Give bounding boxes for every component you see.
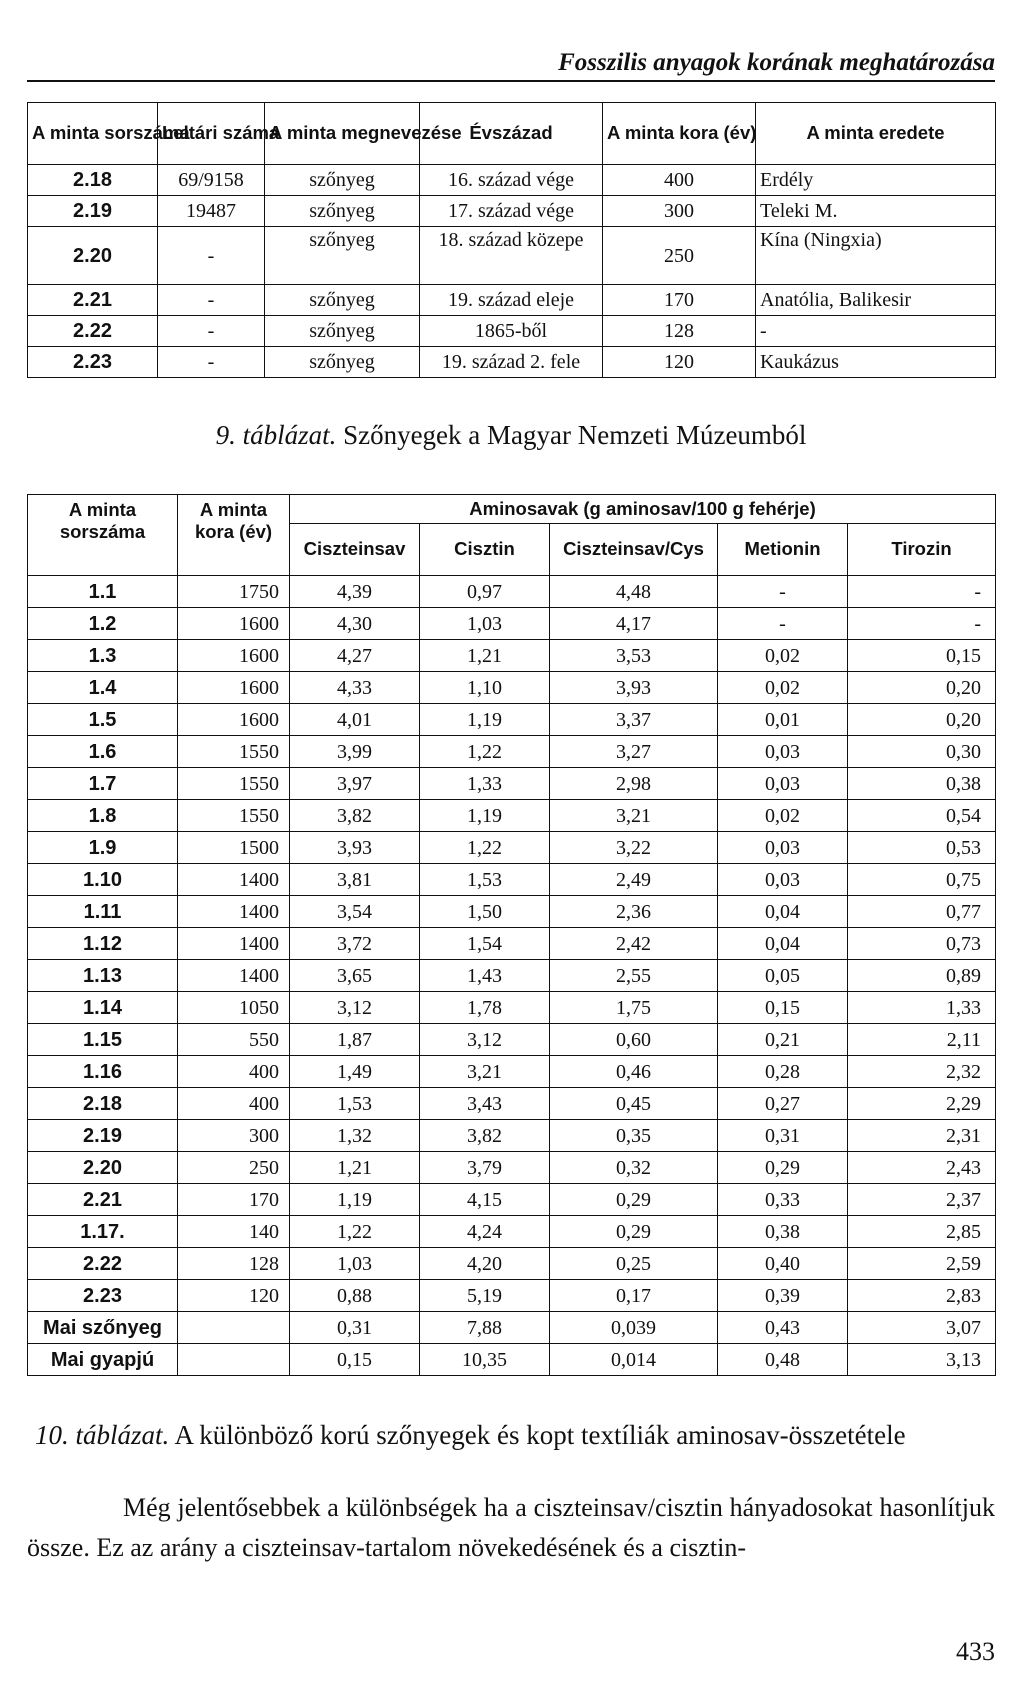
table-cell: 3,21 <box>420 1056 550 1088</box>
table-cell: 4,17 <box>550 608 718 640</box>
table-cell: 1,33 <box>420 768 550 800</box>
table-10-subheader: Tirozin <box>848 524 996 576</box>
table-cell: 1400 <box>178 896 290 928</box>
table-row <box>28 704 996 736</box>
table-10-header-group: Aminosavak (g aminosav/100 g fehérje) <box>290 495 996 524</box>
table-cell: 0,89 <box>848 960 996 992</box>
table-cell: 4,30 <box>290 608 420 640</box>
table-cell: szőnyeg <box>265 347 420 378</box>
table-cell: 0,28 <box>718 1056 848 1088</box>
running-head-title: Fosszilis anyagok korának meghatározása <box>558 49 995 76</box>
table-cell: 1,53 <box>420 864 550 896</box>
table-cell: 0,77 <box>848 896 996 928</box>
table-cell: 0,02 <box>718 800 848 832</box>
table-cell: - <box>718 608 848 640</box>
table-cell: 0,03 <box>718 832 848 864</box>
table-cell: 3,82 <box>290 800 420 832</box>
table-cell: 2,59 <box>848 1248 996 1280</box>
table-cell: 120 <box>178 1280 290 1312</box>
table-cell: 1,75 <box>550 992 718 1024</box>
table-cell: 1,32 <box>290 1120 420 1152</box>
table-cell: 0,60 <box>550 1024 718 1056</box>
table-cell: 0,30 <box>848 736 996 768</box>
table-row <box>28 800 996 832</box>
table-9-header: Leltári száma <box>158 103 265 165</box>
table-cell: Erdély <box>756 165 996 196</box>
table-cell: 1550 <box>178 736 290 768</box>
table-cell: Teleki M. <box>756 196 996 227</box>
table-cell: 2,98 <box>550 768 718 800</box>
table-cell: 0,38 <box>848 768 996 800</box>
table-cell: 0,45 <box>550 1088 718 1120</box>
table-cell: 1.8 <box>28 800 178 832</box>
table-cell: 2,49 <box>550 864 718 896</box>
table-cell: 300 <box>603 196 756 227</box>
table-row <box>28 608 996 640</box>
table-10-subheader: Ciszteinsav <box>290 524 420 576</box>
table-cell: 400 <box>603 165 756 196</box>
table-row <box>28 347 996 378</box>
table-cell: 69/9158 <box>158 165 265 196</box>
table-cell: 3,65 <box>290 960 420 992</box>
table-cell: 2.19 <box>28 196 158 227</box>
table-cell: 1,33 <box>848 992 996 1024</box>
table-cell: 0,27 <box>718 1088 848 1120</box>
table-10 <box>27 494 996 1376</box>
table-row <box>28 1280 996 1312</box>
table-cell: 1.3 <box>28 640 178 672</box>
table-cell: 1,21 <box>290 1152 420 1184</box>
table-9-header: A minta eredete <box>756 103 996 165</box>
table-9-header: Évszázad <box>420 103 603 165</box>
table-cell: 0,31 <box>290 1312 420 1344</box>
table-row <box>28 768 996 800</box>
table-cell: 550 <box>178 1024 290 1056</box>
table-9-caption-text: Szőnyegek a Magyar Nemzeti Múzeumból <box>336 420 807 450</box>
table-9-header: A minta sorszáma <box>28 103 158 165</box>
table-row <box>28 1120 996 1152</box>
table-10-header-row <box>28 495 996 524</box>
table-cell: 0,03 <box>718 736 848 768</box>
table-cell: 0,31 <box>718 1120 848 1152</box>
table-cell: 3,13 <box>848 1344 996 1376</box>
table-cell: 2.22 <box>28 1248 178 1280</box>
table-cell: 2.20 <box>28 227 158 285</box>
table-cell: 17. század vége <box>420 196 603 227</box>
table-9-caption <box>27 420 995 451</box>
table-cell: Mai gyapjú <box>28 1344 178 1376</box>
table-cell: 1.14 <box>28 992 178 1024</box>
table-cell: 0,54 <box>848 800 996 832</box>
table-cell: 1.4 <box>28 672 178 704</box>
table-row <box>28 832 996 864</box>
table-cell: 10,35 <box>420 1344 550 1376</box>
table-cell: 250 <box>603 227 756 285</box>
table-cell: 4,15 <box>420 1184 550 1216</box>
table-cell: - <box>158 347 265 378</box>
table-cell: szőnyeg <box>265 316 420 347</box>
running-head <box>27 42 995 82</box>
table-cell: 18. század közepe <box>420 227 603 285</box>
table-cell: 1,50 <box>420 896 550 928</box>
table-cell: 1,54 <box>420 928 550 960</box>
table-cell: 0,29 <box>550 1184 718 1216</box>
table-10-subheader: Metionin <box>718 524 848 576</box>
table-cell: 170 <box>178 1184 290 1216</box>
table-cell: 3,99 <box>290 736 420 768</box>
table-cell: 128 <box>178 1248 290 1280</box>
table-cell: 0,03 <box>718 864 848 896</box>
table-9-caption-label: 9. táblázat. <box>215 420 337 450</box>
table-cell: 3,97 <box>290 768 420 800</box>
table-cell: 0,73 <box>848 928 996 960</box>
table-row <box>28 864 996 896</box>
table-10-caption-label: 10. táblázat. <box>35 1420 170 1450</box>
table-cell: 0,35 <box>550 1120 718 1152</box>
table-cell: 1,21 <box>420 640 550 672</box>
table-cell: 0,32 <box>550 1152 718 1184</box>
table-row <box>28 928 996 960</box>
table-cell: 2.23 <box>28 1280 178 1312</box>
table-cell: 2.18 <box>28 1088 178 1120</box>
table-cell: 0,53 <box>848 832 996 864</box>
table-row <box>28 1248 996 1280</box>
table-cell <box>178 1344 290 1376</box>
table-cell: 1.5 <box>28 704 178 736</box>
table-cell: 1.12 <box>28 928 178 960</box>
table-cell: 400 <box>178 1056 290 1088</box>
table-row <box>28 960 996 992</box>
table-cell: 0,02 <box>718 640 848 672</box>
table-10-header-age: A minta kora (év) <box>178 495 290 576</box>
table-cell: 4,33 <box>290 672 420 704</box>
table-row <box>28 736 996 768</box>
table-cell: 140 <box>178 1216 290 1248</box>
table-row <box>28 576 996 608</box>
table-cell: 2.22 <box>28 316 158 347</box>
table-cell: 19. század eleje <box>420 285 603 316</box>
table-row <box>28 165 996 196</box>
table-cell: 1,22 <box>420 736 550 768</box>
table-cell: 1.9 <box>28 832 178 864</box>
table-cell: 3,81 <box>290 864 420 896</box>
table-cell: 4,20 <box>420 1248 550 1280</box>
table-cell: 0,15 <box>290 1344 420 1376</box>
table-cell: 1,19 <box>420 704 550 736</box>
table-cell: 1,53 <box>290 1088 420 1120</box>
table-cell: 4,39 <box>290 576 420 608</box>
table-cell: 1,49 <box>290 1056 420 1088</box>
table-9-header: A minta kora (év) <box>603 103 756 165</box>
table-row <box>28 1024 996 1056</box>
table-cell: 2,55 <box>550 960 718 992</box>
table-cell: 2,37 <box>848 1184 996 1216</box>
table-cell: 2.21 <box>28 285 158 316</box>
table-cell: 4,27 <box>290 640 420 672</box>
table-10-subheader: Cisztin <box>420 524 550 576</box>
table-cell: 2.23 <box>28 347 158 378</box>
table-cell: 0,29 <box>550 1216 718 1248</box>
table-cell: szőnyeg <box>265 196 420 227</box>
table-row <box>28 672 996 704</box>
table-cell: 1600 <box>178 640 290 672</box>
table-cell: 1500 <box>178 832 290 864</box>
table-cell: 7,88 <box>420 1312 550 1344</box>
table-cell: 2.19 <box>28 1120 178 1152</box>
table-cell: 16. század vége <box>420 165 603 196</box>
table-cell: 2,85 <box>848 1216 996 1248</box>
table-row <box>28 1088 996 1120</box>
table-10-caption-text: A különböző korú szőnyegek és kopt textíliák aminosav-összetétele <box>169 1420 906 1450</box>
table-cell: 4,48 <box>550 576 718 608</box>
table-9-header-row <box>28 103 996 165</box>
table-cell: Anatólia, Balikesir <box>756 285 996 316</box>
table-cell: 3,12 <box>420 1024 550 1056</box>
table-cell: 0,97 <box>420 576 550 608</box>
table-cell: 1400 <box>178 960 290 992</box>
table-cell: 3,93 <box>290 832 420 864</box>
table-cell: 170 <box>603 285 756 316</box>
table-row <box>28 285 996 316</box>
table-cell: 0,014 <box>550 1344 718 1376</box>
table-cell: 3,22 <box>550 832 718 864</box>
table-cell: 1.17. <box>28 1216 178 1248</box>
table-cell: 0,15 <box>848 640 996 672</box>
table-cell: 128 <box>603 316 756 347</box>
table-cell: 1,22 <box>420 832 550 864</box>
table-10-header-id: A minta sorszáma <box>28 495 178 576</box>
table-cell: 1.11 <box>28 896 178 928</box>
table-cell <box>178 1312 290 1344</box>
table-9-header: A minta megnevezése <box>265 103 420 165</box>
table-cell: 1.7 <box>28 768 178 800</box>
table-cell: - <box>848 608 996 640</box>
page-number: 433 <box>956 1637 995 1666</box>
table-cell: 1600 <box>178 608 290 640</box>
table-cell: 0,17 <box>550 1280 718 1312</box>
table-cell: 3,54 <box>290 896 420 928</box>
table-cell: 4,01 <box>290 704 420 736</box>
table-cell: 0,02 <box>718 672 848 704</box>
table-cell: 3,82 <box>420 1120 550 1152</box>
table-cell: 2,11 <box>848 1024 996 1056</box>
table-cell: 2,83 <box>848 1280 996 1312</box>
table-cell: 1,87 <box>290 1024 420 1056</box>
table-cell: 1865-ből <box>420 316 603 347</box>
table-cell: 3,53 <box>550 640 718 672</box>
table-row <box>28 1344 996 1376</box>
table-cell: 5,19 <box>420 1280 550 1312</box>
table-cell: 0,04 <box>718 928 848 960</box>
table-cell: 120 <box>603 347 756 378</box>
table-row <box>28 1184 996 1216</box>
table-cell: 1550 <box>178 800 290 832</box>
table-cell: 1,78 <box>420 992 550 1024</box>
table-cell: - <box>848 576 996 608</box>
table-cell: 1750 <box>178 576 290 608</box>
table-cell: 0,01 <box>718 704 848 736</box>
table-cell: 0,15 <box>718 992 848 1024</box>
table-cell: 1.6 <box>28 736 178 768</box>
table-cell: 0,039 <box>550 1312 718 1344</box>
body-paragraph: Még jelentősebbek a különbségek ha a ciszteinsav/cisztin hányadosokat hasonlítjuk össze. Ez az arány a ciszteinsav-tartalom növekedésének és a cisztin- <box>27 1493 995 1562</box>
table-row <box>28 1216 996 1248</box>
table-cell: 2,32 <box>848 1056 996 1088</box>
table-cell: 1.1 <box>28 576 178 608</box>
table-row <box>28 1152 996 1184</box>
table-row <box>28 196 996 227</box>
table-cell: 400 <box>178 1088 290 1120</box>
table-cell: 0,33 <box>718 1184 848 1216</box>
table-cell: - <box>718 576 848 608</box>
table-cell: 19487 <box>158 196 265 227</box>
table-cell: 0,43 <box>718 1312 848 1344</box>
table-cell: 0,03 <box>718 768 848 800</box>
table-cell: 2.18 <box>28 165 158 196</box>
table-cell: 0,25 <box>550 1248 718 1280</box>
table-cell: 3,07 <box>848 1312 996 1344</box>
table-cell: 2,42 <box>550 928 718 960</box>
table-cell: 1400 <box>178 928 290 960</box>
table-cell: 3,93 <box>550 672 718 704</box>
table-cell: 300 <box>178 1120 290 1152</box>
table-cell: 0,20 <box>848 704 996 736</box>
table-cell: 19. század 2. fele <box>420 347 603 378</box>
table-cell: 1400 <box>178 864 290 896</box>
book-page <box>27 0 995 1705</box>
table-cell: 1,03 <box>290 1248 420 1280</box>
table-cell: 0,04 <box>718 896 848 928</box>
table-row <box>28 227 996 285</box>
table-cell: 3,72 <box>290 928 420 960</box>
table-cell: 3,43 <box>420 1088 550 1120</box>
table-cell: Kaukázus <box>756 347 996 378</box>
table-row <box>28 1312 996 1344</box>
table-cell: - <box>158 285 265 316</box>
table-cell: 1550 <box>178 768 290 800</box>
table-cell: 1,19 <box>290 1184 420 1216</box>
table-cell: 3,79 <box>420 1152 550 1184</box>
table-cell: 1,22 <box>290 1216 420 1248</box>
table-row <box>28 640 996 672</box>
table-cell: 250 <box>178 1152 290 1184</box>
table-cell: 1,19 <box>420 800 550 832</box>
table-cell: 1,03 <box>420 608 550 640</box>
table-cell: 0,21 <box>718 1024 848 1056</box>
table-10-caption <box>35 1420 1003 1451</box>
table-cell: 0,20 <box>848 672 996 704</box>
table-cell: 1.2 <box>28 608 178 640</box>
table-cell: 2.21 <box>28 1184 178 1216</box>
table-cell: 3,37 <box>550 704 718 736</box>
table-cell: 2,43 <box>848 1152 996 1184</box>
table-cell: 2,36 <box>550 896 718 928</box>
table-cell: 1600 <box>178 672 290 704</box>
table-cell: szőnyeg <box>265 165 420 196</box>
table-cell: 0,46 <box>550 1056 718 1088</box>
table-cell: szőnyeg <box>265 227 420 285</box>
table-cell: 4,24 <box>420 1216 550 1248</box>
table-10-subheader: Ciszteinsav/Cys <box>550 524 718 576</box>
table-cell: 0,05 <box>718 960 848 992</box>
table-cell: 0,48 <box>718 1344 848 1376</box>
table-cell: 1600 <box>178 704 290 736</box>
table-cell: 3,27 <box>550 736 718 768</box>
table-cell: 3,12 <box>290 992 420 1024</box>
table-cell: 0,39 <box>718 1280 848 1312</box>
table-cell: 0,40 <box>718 1248 848 1280</box>
table-cell: 0,29 <box>718 1152 848 1184</box>
table-cell: Mai szőnyeg <box>28 1312 178 1344</box>
table-cell: 1,43 <box>420 960 550 992</box>
table-row <box>28 1056 996 1088</box>
table-cell: 2,29 <box>848 1088 996 1120</box>
table-row <box>28 316 996 347</box>
table-cell: Kína (Ningxia) <box>756 227 996 285</box>
table-cell: - <box>158 227 265 285</box>
table-cell: 3,21 <box>550 800 718 832</box>
table-cell: 0,75 <box>848 864 996 896</box>
table-cell: 0,88 <box>290 1280 420 1312</box>
table-cell: 0,38 <box>718 1216 848 1248</box>
table-cell: 2.20 <box>28 1152 178 1184</box>
table-cell: 1.15 <box>28 1024 178 1056</box>
table-cell: 2,31 <box>848 1120 996 1152</box>
table-cell: szőnyeg <box>265 285 420 316</box>
table-cell: 1050 <box>178 992 290 1024</box>
table-cell: - <box>756 316 996 347</box>
table-cell: 1,10 <box>420 672 550 704</box>
table-cell: - <box>158 316 265 347</box>
table-row <box>28 992 996 1024</box>
table-9 <box>27 102 996 378</box>
table-cell: 1.13 <box>28 960 178 992</box>
table-cell: 1.10 <box>28 864 178 896</box>
table-row <box>28 896 996 928</box>
table-cell: 1.16 <box>28 1056 178 1088</box>
